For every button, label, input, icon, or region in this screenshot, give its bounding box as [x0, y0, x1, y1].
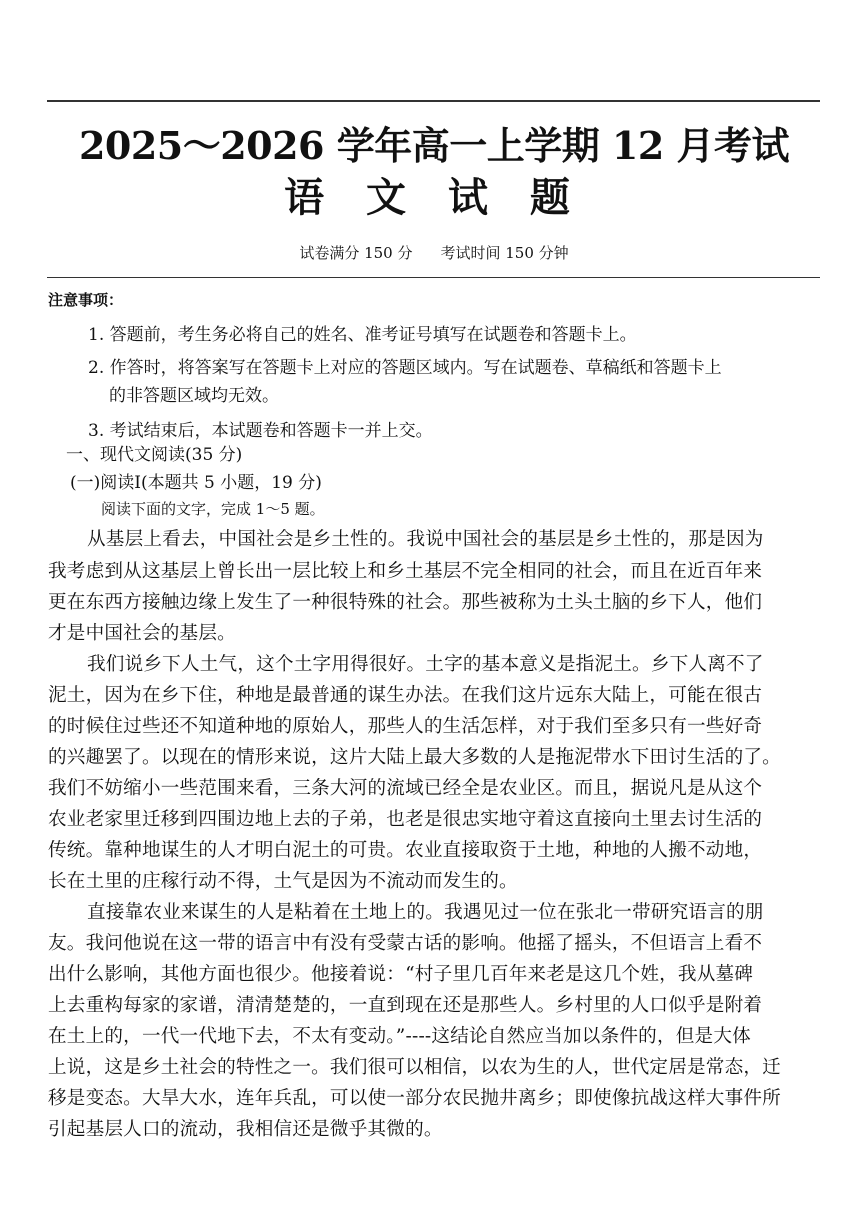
- note-item-continued: 的非答题区域均无效。: [109, 386, 279, 406]
- section-heading: 一、现代文阅读(35 分): [66, 445, 243, 465]
- passage-line: 的时候住过些还不知道种地的原始人，那些人的生活怎样，对于我们至多只有一些好奇: [48, 716, 763, 737]
- passage-line: 的兴趣罢了。以现在的情形来说，这片大陆上最大多数的人是拖泥带水下田讨生活的了。: [48, 747, 781, 768]
- passage-line: 我们不妨缩小一些范围来看，三条大河的流域已经全是农业区。而且，据说凡是从这个: [48, 778, 763, 799]
- passage-line: 才是中国社会的基层。: [48, 623, 236, 644]
- note-item: 2. 作答时，将答案写在答题卡上对应的答题区域内。写在试题卷、草稿纸和答题卡上: [88, 358, 722, 378]
- header-rule: [47, 277, 820, 278]
- passage-line: 从基层上看去，中国社会是乡土性的。我说中国社会的基层是乡土性的，那是因为: [87, 529, 764, 550]
- passage-line: 直接靠农业来谋生的人是粘着在土地上的。我遇见过一位在张北一带研究语言的朋: [87, 902, 764, 923]
- passage-line: 我们说乡下人土气，这个土字用得很好。土字的基本意义是指泥土。乡下人离不了: [87, 654, 764, 675]
- passage-line: 友。我问他说在这一带的语言中有没有受蒙古话的影响。他摇了摇头，不但语言上看不: [48, 933, 763, 954]
- passage-line: 我考虑到从这基层上曾长出一层比较上和乡土基层不完全相同的社会，而且在近百年来: [48, 561, 763, 582]
- full-score: 试卷满分 150 分: [299, 244, 413, 262]
- subsection-heading: (一)阅读Ⅰ(本题共 5 小题，19 分): [70, 473, 322, 493]
- passage-line: 更在东西方接触边缘上发生了一种很特殊的社会。那些被称为土头土脑的乡下人，他们: [48, 592, 763, 613]
- exam-title: 2025～2026 学年高一上学期 12 月考试: [78, 123, 790, 168]
- exam-info: [0, 242, 868, 263]
- passage-line: 长在土里的庄稼行动不得，土气是因为不流动而发生的。: [48, 871, 518, 892]
- note-item: 3. 考试结束后，本试题卷和答题卡一并上交。: [88, 421, 433, 441]
- exam-duration: 考试时间 150 分钟: [440, 244, 569, 262]
- reading-instruction: 阅读下面的文字，完成 1～5 题。: [101, 500, 325, 518]
- passage-line: 传统。靠种地谋生的人才明白泥土的可贵。农业直接取资于土地，种地的人搬不动地，: [48, 840, 763, 861]
- passage-line: 上说，这是乡土社会的特性之一。我们很可以相信，以农为生的人，世代定居是常态，迁: [48, 1057, 781, 1078]
- note-item: 1. 答题前，考生务必将自己的姓名、准考证号填写在试题卷和答题卡上。: [88, 325, 637, 345]
- passage-line: 上去重构每家的家谱，清清楚楚的，一直到现在还是那些人。乡村里的人口似乎是附着: [48, 995, 763, 1016]
- passage-line: 泥土，因为在乡下住，种地是最普通的谋生办法。在我们这片远东大陆上，可能在很古: [48, 685, 763, 706]
- passage-line: 引起基层人口的流动，我相信还是微乎其微的。: [48, 1119, 443, 1140]
- passage-line: 农业老家里迁移到四围边地上去的子弟，也老是很忠实地守着这直接向土里去讨生活的: [48, 809, 763, 830]
- passage-line: 在土上的，一代一代地下去，不太有变动。”----这结论自然应当加以条件的，但是大体: [48, 1026, 751, 1047]
- passage-line: 出什么影响，其他方面也很少。他接着说：“村子里几百年来老是这几个姓，我从墓碑: [48, 964, 754, 985]
- passage-line: 移是变态。大旱大水，连年兵乱，可以使一部分农民抛井离乡；即使像抗战这样大事件所: [48, 1088, 781, 1109]
- top-rule: [47, 100, 820, 102]
- exam-subject: 语 文 试 题: [284, 174, 584, 221]
- notes-heading: 注意事项：: [48, 291, 124, 309]
